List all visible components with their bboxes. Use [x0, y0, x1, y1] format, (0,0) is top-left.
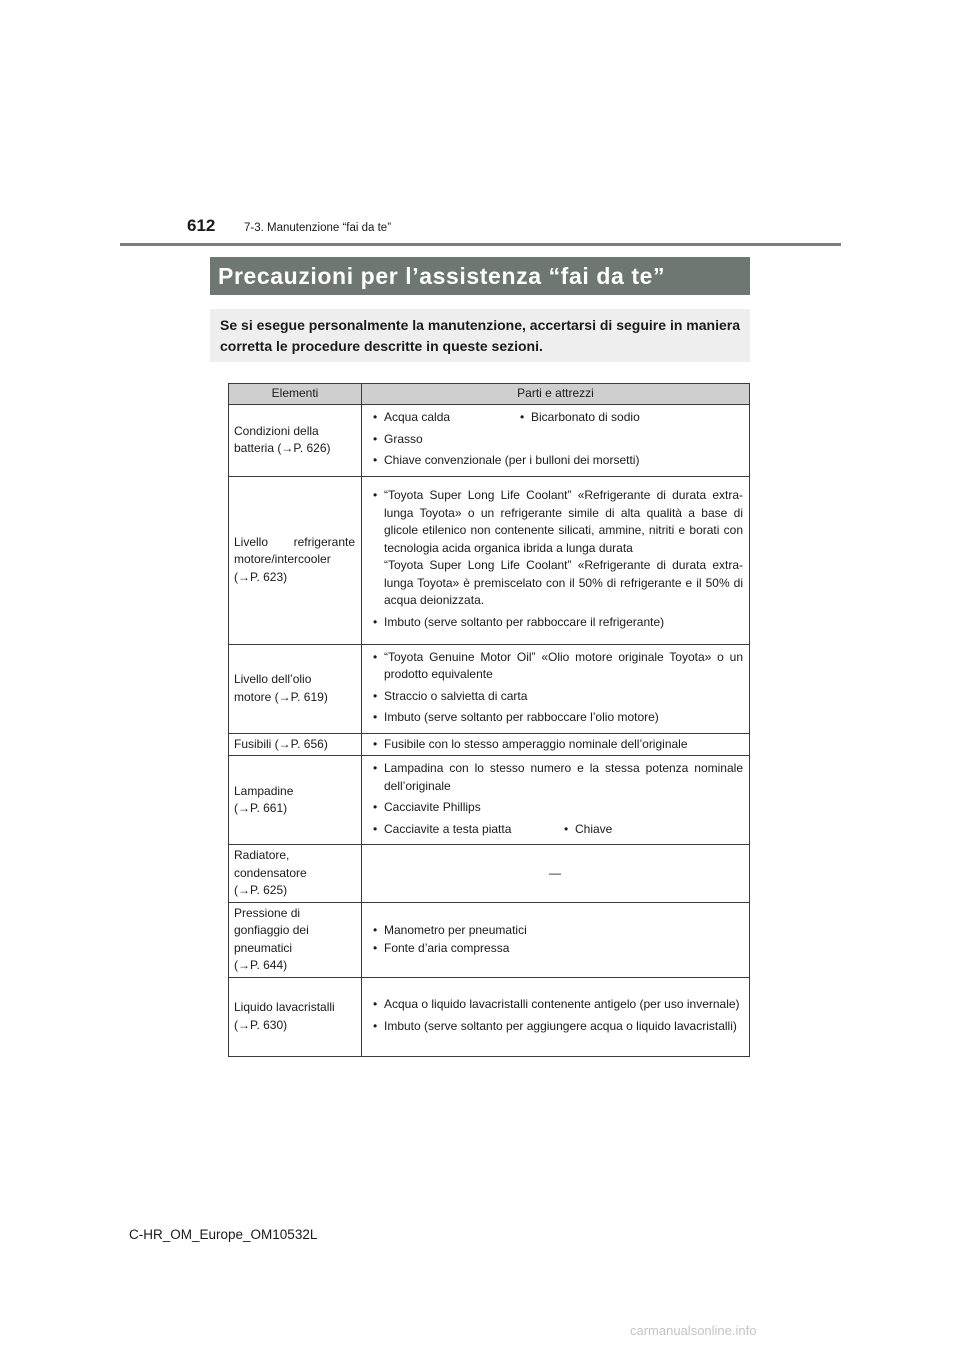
list-item — [367, 409, 743, 427]
part-item: “Toyota Super Long Life Coolant” «Refrigerante di durata extra-lunga Toyota» è premiscelato con il 50% di refrigerante e il 50% di acqua deionizzata. — [384, 558, 743, 607]
list-item: • Acqua o liquido lavacristalli contenente antigelo (per uso invernale) — [367, 996, 743, 1014]
element-line: (→P. 623) — [234, 569, 288, 584]
parts-cell — [362, 733, 750, 756]
list-item: • Lampadina con lo stesso numero e la stessa potenza nominale dell’originale — [367, 760, 743, 795]
table-row — [229, 756, 750, 845]
element-line: (→P. 644) — [234, 958, 288, 972]
element-line: Pressione di — [234, 905, 301, 920]
parts-cell — [362, 756, 750, 845]
element-cell — [229, 756, 362, 845]
list-item: • Fusibile con lo stesso amperaggio nominale dell’originale — [367, 736, 743, 754]
element-line: motore/intercooler — [234, 552, 331, 567]
element-line: Lampadine — [234, 783, 294, 798]
list-item: • Chiave convenzionale (per i bulloni dei morsetti) — [367, 452, 743, 470]
part-item: • “Toyota Super Long Life Coolant” «Refrigerante di durata extra-lunga Toyota» o un refrigerante simile di alta qualità a base di glicole etilenico non contenente silicati, ammine, nitriti e borati con tecnologia acida organica ibrida a lunga durata — [384, 488, 743, 555]
list-item: • Straccio o salvietta di carta — [367, 688, 743, 706]
list-item: • Imbuto (serve soltanto per rabboccare l’olio motore) — [367, 709, 743, 727]
footer-doc-code: C-HR_OM_Europe_OM10532L — [129, 1227, 318, 1242]
list-item: • Fonte d’aria compressa — [367, 940, 743, 958]
element-line: Fusibili (→P. 656) — [234, 736, 328, 751]
element-line: Liquido lavacristalli — [234, 1000, 335, 1014]
element-line: pneumatici — [234, 940, 293, 955]
table-row — [229, 476, 750, 644]
element-cell — [229, 845, 362, 903]
header-elementi: Elementi — [229, 384, 362, 405]
list-item — [367, 487, 743, 610]
table-row — [229, 902, 750, 977]
intro-box: Se si esegue personalmente la manutenzione, accertarsi di seguire in maniera corretta le procedure descritte in queste sezioni. — [210, 309, 750, 362]
element-line: motore (→P. 619) — [234, 689, 328, 704]
tools-table — [228, 383, 750, 1057]
element-cell — [229, 405, 362, 477]
element-line: (→P. 625) — [234, 883, 288, 897]
part-item: • Acqua calda — [384, 410, 451, 424]
page-title: Precauzioni per l’assistenza “fai da te” — [210, 257, 750, 295]
list-item: • “Toyota Genuine Motor Oil” «Olio motore originale Toyota» o un prodotto equivalente — [367, 649, 743, 684]
part-item: • Bicarbonato di sodio — [520, 409, 640, 427]
table-row — [229, 405, 750, 477]
parts-cell — [362, 644, 750, 733]
element-line: Livello refrigerante — [234, 534, 355, 549]
element-line: Condizioni della — [234, 423, 319, 438]
table-row — [229, 644, 750, 733]
element-cell — [229, 733, 362, 756]
element-cell — [229, 476, 362, 644]
list-item: • Imbuto (serve soltanto per aggiungere acqua o liquido lavacristalli) — [367, 1018, 743, 1036]
element-line: Livello dell’olio — [234, 672, 312, 686]
parts-cell — [362, 476, 750, 644]
section-header: 7-3. Manutenzione “fai da te” — [244, 222, 392, 234]
list-item: • Imbuto (serve soltanto per rabboccare il refrigerante) — [367, 614, 743, 632]
element-line: Radiatore, — [234, 848, 290, 862]
header-parti: Parti e attrezzi — [362, 384, 750, 405]
table-header-row — [229, 384, 750, 405]
table-row — [229, 733, 750, 756]
watermark: carmanualsonline.info — [630, 1323, 757, 1338]
part-item: • Chiave — [564, 821, 612, 839]
element-line: batteria (→P. 626) — [234, 441, 331, 456]
table-row — [229, 845, 750, 903]
element-cell — [229, 902, 362, 977]
list-item: • Grasso — [367, 431, 743, 449]
parts-cell-empty: — — [362, 845, 750, 903]
element-line: (→P. 630) — [234, 1017, 288, 1032]
parts-cell — [362, 902, 750, 977]
element-line: condensatore — [234, 865, 307, 880]
element-cell — [229, 644, 362, 733]
header-rule — [120, 243, 841, 246]
list-item: • Manometro per pneumatici — [367, 922, 743, 940]
part-item: • Cacciavite a testa piatta — [384, 821, 512, 836]
element-line: gonfiaggio dei — [234, 923, 309, 937]
element-line: (→P. 661) — [234, 801, 288, 815]
parts-cell — [362, 977, 750, 1056]
list-item: • Cacciavite Phillips — [367, 799, 743, 817]
parts-cell — [362, 405, 750, 477]
element-cell — [229, 977, 362, 1056]
list-item — [367, 821, 743, 839]
table-row — [229, 977, 750, 1056]
page-number: 612 — [187, 216, 216, 235]
